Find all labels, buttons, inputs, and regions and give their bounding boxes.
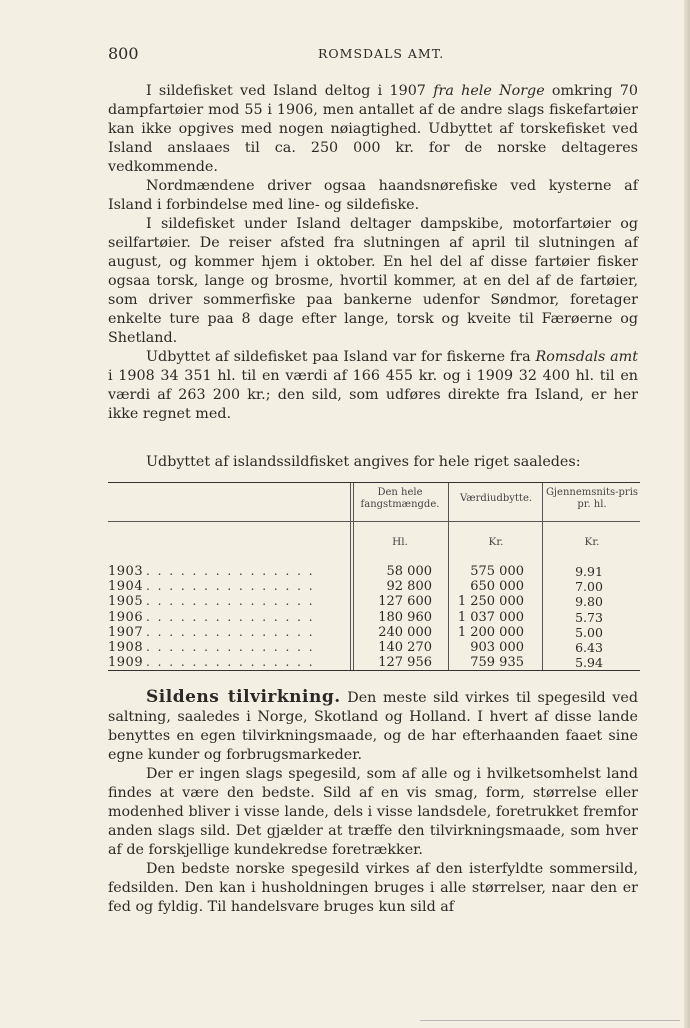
table-body [108, 522, 640, 670]
value: 1 250 000 [457, 594, 524, 609]
page-edge [684, 0, 690, 1028]
header-catch: Den hele fangstmængde. [360, 487, 440, 510]
page-number: 800 [108, 44, 139, 63]
table-intro: Udbyttet af islandssildfisket angives for hele riget saaledes: [146, 454, 581, 470]
table-row [108, 655, 640, 671]
catch-table [108, 482, 640, 671]
price: 7.00 [575, 579, 603, 594]
unit-price: Kr. [584, 536, 600, 548]
body-text-top [108, 82, 638, 424]
price: 9.80 [575, 594, 603, 609]
year: 1906 [108, 610, 144, 625]
price: 5.73 [575, 610, 603, 625]
leader-dots: . . . . . . . . . . . . . . . [146, 564, 315, 578]
price: 9.91 [575, 564, 603, 579]
value: 903 000 [470, 640, 524, 655]
price: 5.94 [575, 655, 603, 670]
unit-value: Kr. [488, 536, 504, 548]
year: 1908 [108, 640, 144, 655]
leader-dots: . . . . . . . . . . . . . . . [146, 655, 315, 669]
section-paragraph-3: Den bedste norske spegesild virkes af den isterfyldte sommersild, fedsilden. Den kan i husholdningen bruges i alle størrelser, naar den er fed og fyldig. Til handelsvare bruges kun sild af [108, 861, 638, 915]
year: 1909 [108, 655, 144, 670]
column-divider [350, 483, 351, 521]
unit-catch: Hl. [392, 536, 408, 548]
price: 6.43 [575, 640, 603, 655]
value: 759 935 [470, 655, 524, 670]
section-paragraph-2: Der er ingen slags spegesild, som af alle og i hvilketsomhelst land findes at være den bedste. Sild af en vis smag, form, størrelse eller modenhed bliver i visse lande, dels i visse landsdele, foretrukket fremfor anden slags sild. Det gjælder at træffe den tilvirkningsmaade, som hver af de forskjellige kundekredse foretrækker. [108, 766, 638, 858]
section-title: Sildens tilvirkning. [146, 687, 341, 707]
leader-dots: . . . . . . . . . . . . . . . [146, 640, 315, 654]
section-paragraph-1: Sildens tilvirkning. Den meste sild virkes til spegesild ved saltning, saaledes i Norge, Skotland og Holland. I hvert af disse lande benyttes en egen tilvirkningsmaade, og de har efterhaanden faaet sine egne kunder og forbrugsmarkeder. [108, 687, 638, 763]
table-row [108, 640, 640, 656]
catch: 140 270 [378, 640, 432, 655]
paragraph-4: Udbyttet af sildefisket paa Island var for fiskerne fra Romsdals amt i 1908 34 351 hl. til en værdi af 166 455 kr. og i 1909 32 400 hl. til en værdi af 263 200 kr.; den sild, som udføres direkte fra Island, er her ikke regnet med. [108, 349, 638, 422]
price: 5.00 [575, 625, 603, 640]
catch: 92 800 [386, 579, 432, 594]
bottom-rule [420, 1020, 680, 1021]
column-divider [542, 483, 543, 521]
catch: 127 956 [378, 655, 432, 670]
catch: 180 960 [378, 610, 432, 625]
year: 1904 [108, 579, 144, 594]
year: 1903 [108, 564, 144, 579]
paragraph-3: I sildefisket under Island deltager dampskibe, motorfartøier og seilfartøier. De reiser afsted fra slutningen af april til slutningen af august, og kommer hjem i oktober. En hel del af disse fartøier fisker ogsaa torsk, lange og brosme, hvortil kommer, at en del af de fartøier, som driver sommerfiske paa bankerne udenfor Søndmor, foretager enkelte ture paa 8 dage efter lange, torsk og kveite til Færøerne og Shetland. [108, 216, 638, 346]
paragraph-1: I sildefisket ved Island deltog i 1907 fra hele Norge omkring 70 dampfartøier mod 55 i 1906, men antallet af de andre slags fiskefartøier kan ikke opgives med nogen nøiagtighed. Udbyttet af torskefisket ved Island anslaaes til ca. 250 000 kr. for de norske deltageres vedkommende. [108, 83, 638, 175]
table-row [108, 564, 640, 580]
table-row [108, 579, 640, 595]
header-price: Gjennemsnits-pris pr. hl. [545, 487, 639, 510]
catch: 58 000 [386, 564, 432, 579]
value: 650 000 [470, 579, 524, 594]
page-header [108, 44, 638, 64]
body-text-bottom [108, 688, 638, 917]
column-divider [448, 483, 449, 521]
value: 1 200 000 [457, 625, 524, 640]
table-row [108, 625, 640, 641]
table-header [108, 483, 640, 522]
leader-dots: . . . . . . . . . . . . . . . [146, 625, 315, 639]
value: 1 037 000 [457, 610, 524, 625]
units-row [108, 536, 640, 550]
year: 1905 [108, 594, 144, 609]
value: 575 000 [470, 564, 524, 579]
table-row [108, 594, 640, 610]
catch: 127 600 [378, 594, 432, 609]
leader-dots: . . . . . . . . . . . . . . . [146, 610, 315, 624]
leader-dots: . . . . . . . . . . . . . . . [146, 594, 315, 608]
leader-dots: . . . . . . . . . . . . . . . [146, 579, 315, 593]
header-value: Værdiudbytte. [459, 493, 533, 504]
paragraph-2: Nordmændene driver ogsaa haandsnørefiske ved kysterne af Island i forbindelse med line- og sildefiske. [108, 178, 638, 213]
year: 1907 [108, 625, 144, 640]
running-title: ROMSDALS AMT. [318, 46, 445, 61]
table-row [108, 610, 640, 626]
catch: 240 000 [378, 625, 432, 640]
